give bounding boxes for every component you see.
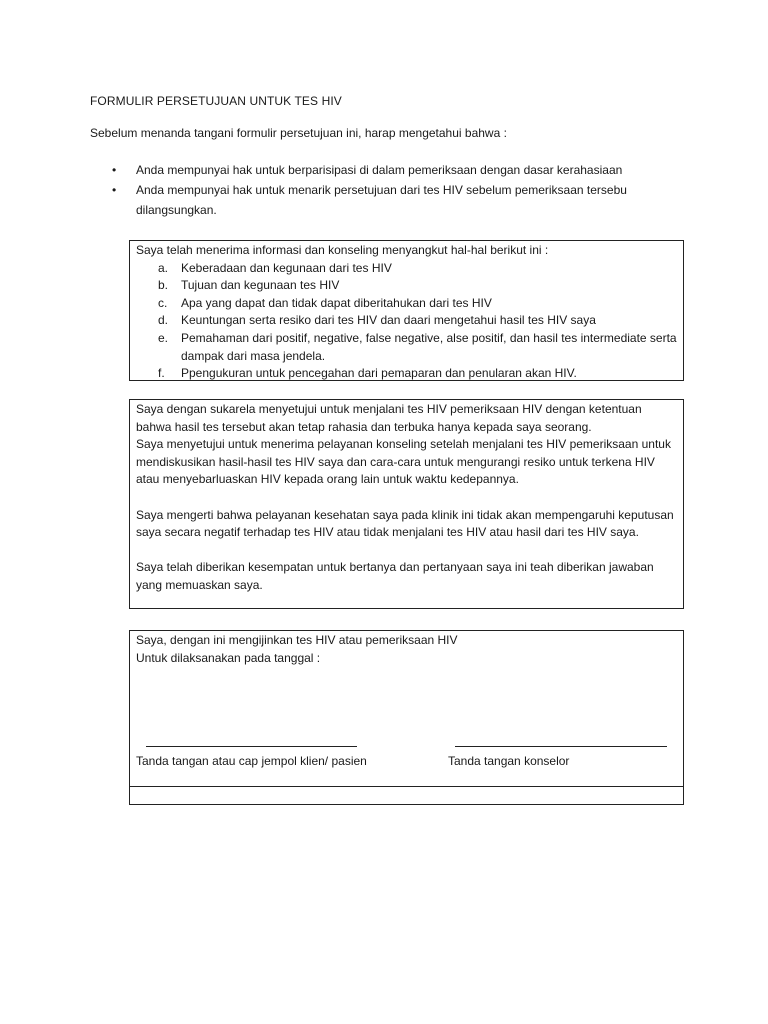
- item-letter: b.: [158, 278, 169, 293]
- item-text: Keberadaan dan kegunaan dari tes HIV: [181, 260, 392, 275]
- item-text: Tujuan dan kegunaan tes HIV: [181, 278, 340, 293]
- consent-paragraph-1: Saya dengan sukarela menyetujui untuk menjalani tes HIV pemeriksaan HIV dengan ketentuan bahwa hasil tes tersebut akan tetap rahasia dan terbuka hanya kepada saya seorang.: [136, 402, 642, 434]
- bullet-icon: •: [112, 183, 117, 197]
- item-letter: c.: [158, 295, 168, 310]
- consent-paragraph-4: Saya telah diberikan kesempatan untuk bertanya dan pertanyaan saya ini teah diberikan jawaban yang memuaskan saya.: [136, 560, 654, 592]
- consent-paragraph-3: Saya mengerti bahwa pelayanan kesehatan saya pada klinik ini tidak akan mempengaruhi keputusan saya secara negatif terhadap tes HIV atau tidak menjalani tes HIV atau hasil dari tes HIV saya.: [136, 507, 674, 540]
- consent-statements-box: [129, 399, 684, 609]
- information-heading: Saya telah menerima informasi dan konseling menyangkut hal-hal berikut ini :: [136, 243, 549, 257]
- form-title: FORMULIR PERSETUJUAN UNTUK TES HIV: [90, 94, 342, 108]
- consent-paragraph-2: Saya menyetujui untuk menerima pelayanan konseling setelah menjalani tes HIV pemeriksaan untuk mendiskusikan hasil-hasil tes HIV saya dan cara-cara untuk mengurangi resiko untuk terkena HIV atau menyebarluaskan HIV kepada orang lain untuk waktu kedepannya.: [136, 437, 671, 487]
- client-signature-label: Tanda tangan atau cap jempol klien/ pasien: [136, 754, 367, 768]
- list-item: [112, 180, 672, 220]
- item-letter: e.: [158, 330, 169, 345]
- information-box: [129, 240, 684, 381]
- list-item: [112, 160, 672, 180]
- counselor-signature-label: Tanda tangan konselor: [448, 754, 570, 768]
- item-text: Ppengukuran untuk pencegahan dari pemaparan dan penularan akan HIV.: [181, 366, 577, 381]
- item-letter: f.: [158, 366, 165, 381]
- authorization-box: [129, 630, 684, 805]
- list-item: [136, 312, 677, 330]
- authorization-statement: Saya, dengan ini mengijinkan tes HIV atau pemeriksaan HIV: [136, 633, 458, 647]
- rights-list: [112, 160, 672, 220]
- item-text: Apa yang dapat dan tidak dapat diberitahukan dari tes HIV: [181, 295, 492, 310]
- counselor-signature-line[interactable]: [455, 746, 667, 747]
- item-letter: a.: [158, 260, 169, 275]
- list-item: [136, 260, 677, 278]
- client-signature-line[interactable]: [146, 746, 357, 747]
- item-text: Keuntungan serta resiko dari tes HIV dan daari mengetahui hasil tes HIV saya: [181, 313, 596, 328]
- information-list: [136, 260, 677, 383]
- item-text: Pemahaman dari positif, negative, false negative, alse positif, dan hasil tes intermediate serta dampak dari masa jendela.: [181, 330, 677, 363]
- list-item: [136, 277, 677, 295]
- date-label: Untuk dilaksanakan pada tanggal :: [136, 650, 321, 665]
- bullet-text: Anda mempunyai hak untuk berparisipasi di dalam pemeriksaan dengan dasar kerahasiaan: [136, 163, 623, 177]
- list-item: [136, 365, 677, 383]
- list-item: [136, 330, 677, 365]
- intro-text: Sebelum menanda tangani formulir persetujuan ini, harap mengetahui bahwa :: [90, 126, 507, 140]
- bullet-icon: •: [112, 163, 117, 177]
- authorization-section: [130, 631, 683, 787]
- bullet-text: Anda mempunyai hak untuk menarik persetujuan dari tes HIV sebelum pemeriksaan tersebu dilangsungkan.: [136, 183, 627, 217]
- list-item: [136, 295, 677, 313]
- item-letter: d.: [158, 313, 169, 328]
